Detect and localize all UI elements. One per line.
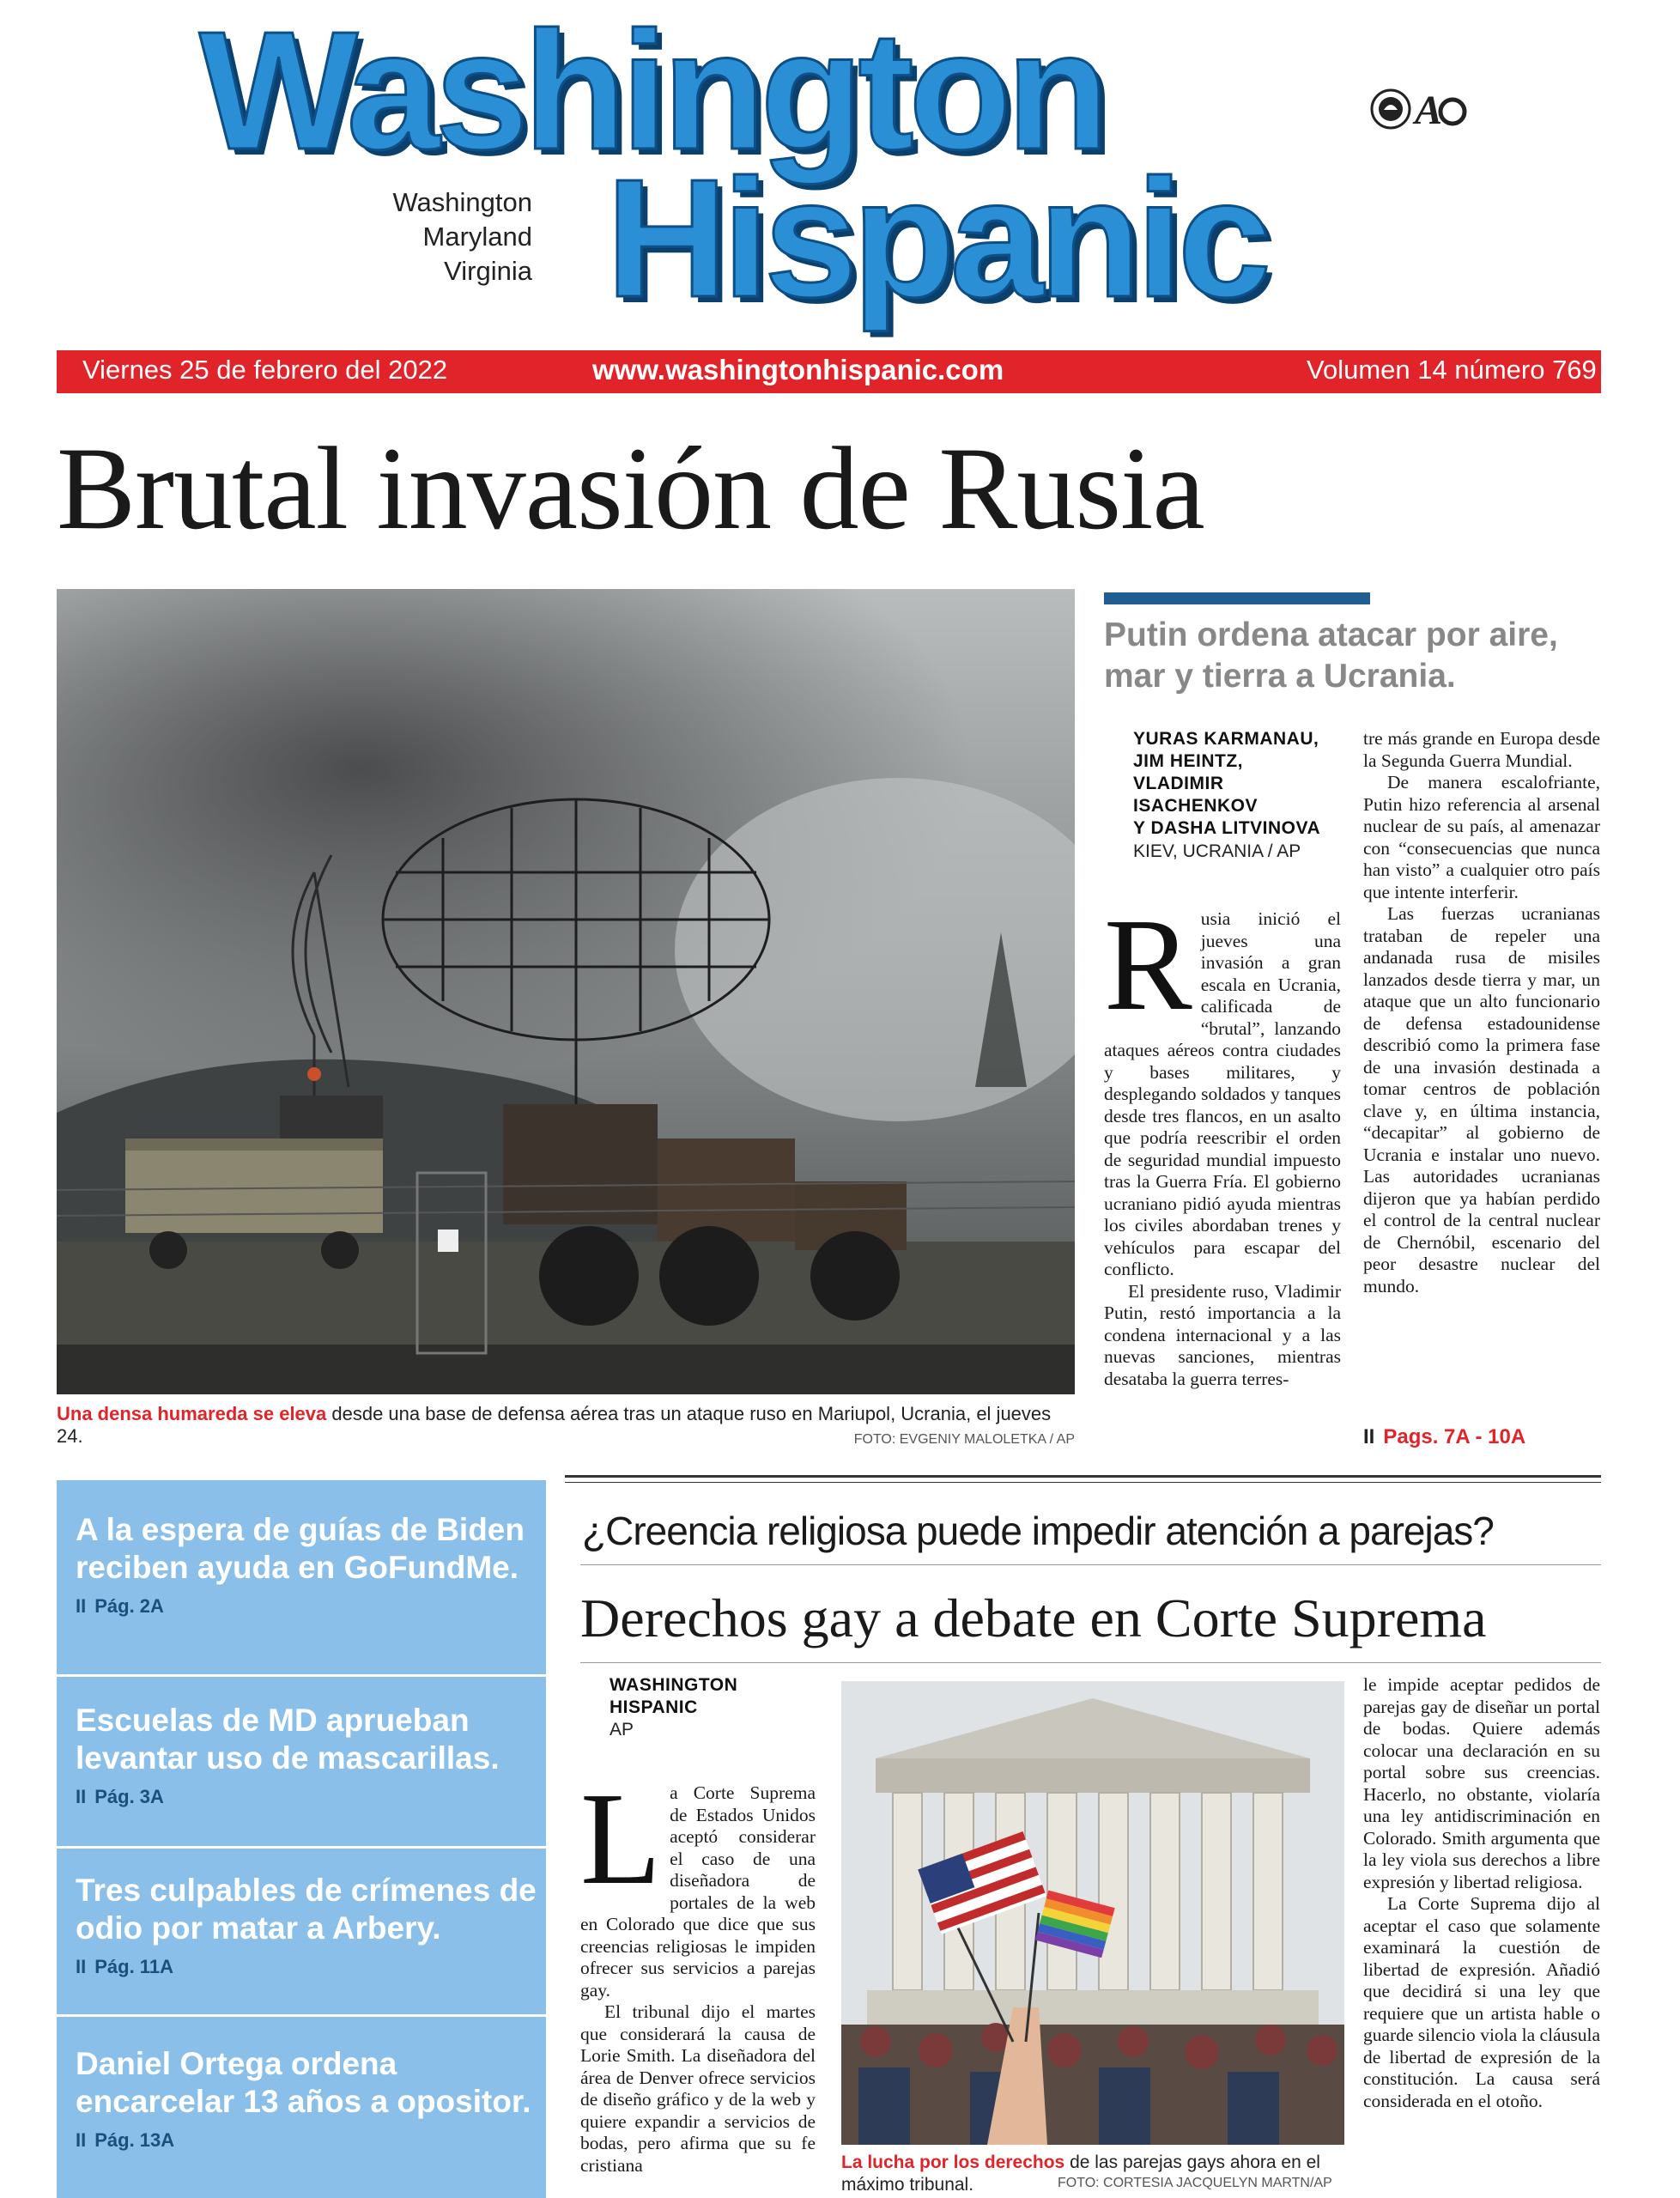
headline-divider [580,1564,1601,1565]
caption-lead: La lucha por los derechos [841,2152,1065,2172]
website-link[interactable]: www.washingtonhispanic.com [592,354,1004,386]
story-paragraph: Las fuerzas ucranianas trataban de repeler una andanada rusa de misiles lanzados desde tierra y mar, un ataque que un alto funcionario de defensa estadounidense describió como la primera fase de una invasión destinada a tomar centros de población clave y, en última instancia, “decapitar” al gobierno de Ucrania e instalar uno nuevo. Las autoridades ucranianas dijeron que ya habían perdido el control de la central nuclear de Chernóbil, escenario del peor desastre nuclear del mundo. [1363,903,1600,1296]
brief-item[interactable] [76,1511,539,1618]
section-divider [565,1475,1601,1478]
story-paragraph: La Corte Suprema dijo al aceptar el caso que solamente examinará la cuestión de libertad de expresión. Añadió que decidirá si una ley que requiere que un artista hable o guarde silencio viola la cláusula de libertad de expresión de la constitución. La causa será considerada en el otoño. [1363,1893,1600,2111]
brief-page-text: Pág. 13A [94,2129,175,2151]
brief-item[interactable] [76,1702,539,1808]
headline-divider [580,1662,1601,1663]
page-ref-marker: II [76,1595,87,1617]
caption-text: de las parejas gays ahora en el máximo tribunal. [841,2152,1320,2195]
page-ref-marker: II [76,2129,87,2151]
byline-name: JIM HEINTZ, [1133,751,1244,771]
supreme-court-rally-photo [841,1681,1344,2145]
page-ref-text: Pags. 7A - 10A [1383,1425,1526,1448]
dropcap: L [580,1766,662,1912]
lead-dateline: KIEV, UCRANIA / AP [1133,841,1301,861]
brief-page-text: Pág. 11A [94,1956,173,1977]
lead-story-column-1 [1104,892,1341,1390]
byline-name: WASHINGTON [610,1675,738,1695]
masthead-title-line1: Washington [199,0,1105,185]
brief-divider [57,1674,546,1677]
caption-lead: Una densa humareda se eleva [57,1403,327,1424]
brief-title: Escuelas de MD aprueban levantar uso de mascarillas. [76,1703,500,1776]
byline-name: Y DASHA LITVINOVA [1133,818,1321,838]
story-paragraph: a Corte Suprema de Estados Unidos aceptó considerar el caso de una diseñadora de portales de la web en Colorado que dice que sus creencias religiosas le impiden ofrecer sus servicios a parejas gay. [580,1782,816,2001]
brief-page-text: Pág. 2A [94,1595,164,1617]
page-ref-marker: II [76,1786,87,1807]
dropcap: R [1104,892,1192,1038]
lead-byline [1133,728,1348,840]
lead-subhead: Putin ordena atacar por aire, mar y tierra a Ucrania. [1104,616,1558,695]
brief-page [76,1956,539,1978]
story-paragraph: El tribunal dijo el martes que considerará la causa de Lorie Smith. La diseñadora del área de Denver ofrece servicios de diseño gráfico y de la web y quiere expandir a servicios de bodas, pero afirma que su fe cristiana [580,2001,816,2176]
byline-name: ISACHENKOV [1133,796,1258,816]
main-headline: Brutal invasión de Rusia [57,422,1204,554]
issue-date: Viernes 25 de febrero del 2022 [82,355,448,385]
brief-title: Daniel Ortega ordena encarcelar 13 años a opositor. [76,2046,531,2119]
brief-divider [57,2014,546,2017]
story-paragraph: El presidente ruso, Vladimir Putin, restó importancia a la condena internacional y a las nuevas sanciones, mientras desataba la guerra terres- [1104,1280,1341,1389]
main-photo-credit: FOTO: EVGENIY MALOLETKA / AP [853,1432,1075,1447]
lead-pages-reference[interactable] [1363,1425,1525,1449]
byline-name: HISPANIC [610,1697,698,1717]
region-label: Maryland [422,222,532,252]
subhead-accent-bar [1104,592,1370,604]
second-photo-credit: FOTO: CORTESIA JACQUELYN MARTN/AP [1058,2176,1332,2190]
brief-item[interactable] [76,1872,539,1978]
brief-title: A la espera de guías de Biden reciben ayuda en GoFundMe. [76,1512,525,1585]
lead-story-column-2 [1363,728,1600,1297]
brief-item[interactable] [76,2045,539,2152]
story-paragraph: le impide aceptar pedidos de parejas gay de diseñar un portal de bodas. Quiere además colocar una declaración en su portal sobre sus creencias. Hacerlo, no obstante, violaría una ley antidiscriminación en Colorado. Smith argumenta que la ley viola sus derechos a libre expresión y libertad religiosa. [1363,1674,1600,1892]
region-label: Washington [392,187,532,217]
byline-name: VLADIMIR [1133,774,1224,793]
smoke-over-air-defense-base-photo [57,589,1075,1394]
region-label: Virginia [444,256,532,286]
issue-volume: Volumen 14 número 769 [1307,355,1597,385]
story-paragraph: De manera escalofriante, Putin hizo referencia al arsenal nuclear de su país, al amenazar con “consecuencias que nunca han visto” a cualquier otro país que intente interferir. [1363,772,1600,902]
page-ref-marker: II [1363,1425,1375,1448]
brief-page [76,2129,539,2152]
brief-page [76,1786,539,1808]
second-story-column-2 [1363,1674,1600,2112]
second-story-column-1 [580,1766,816,2177]
association-seal-icon [1367,79,1470,139]
svg-text:A: A [1415,88,1443,133]
masthead-title-line2: Hispanic [606,144,1266,332]
brief-title: Tres culpables de crímenes de odio por matar a Arbery. [76,1873,537,1946]
brief-divider [57,1846,546,1849]
second-story-dateline: AP [610,1720,634,1740]
brief-page-text: Pág. 3A [94,1786,164,1807]
story-paragraph: usia inició el jueves una invasión a gran escala en Ucrania, calificada de “brutal”, lanzando ataques aéreos contra ciudades y bases militares, y desplegando soldados y tanques desde tres flancos, en un asalto que podría reescribir el orden de seguridad mundial impuesto tras la Guerra Fría. El gobierno ucraniano pidió ayuda mientras los civiles abordaban trenes y vehículos para escapar del conflicto. [1104,908,1341,1279]
brief-page [76,1595,539,1618]
second-story-headline: Derechos gay a debate en Corte Suprema [580,1588,1487,1648]
second-story-kicker: ¿Creencia religiosa puede impedir atención a parejas? [582,1509,1494,1553]
second-story-byline [610,1674,737,1719]
masthead-regions [309,185,532,288]
caption-text: desde una base de defensa aérea tras un ataque ruso en Mariupol, Ucrania, el jueves 24. [57,1403,1052,1447]
story-paragraph: tre más grande en Europa desde la Segunda Guerra Mundial. [1363,728,1600,771]
section-divider [565,1482,1601,1483]
byline-name: YURAS KARMANAU, [1133,729,1319,749]
page-ref-marker: II [76,1956,87,1977]
